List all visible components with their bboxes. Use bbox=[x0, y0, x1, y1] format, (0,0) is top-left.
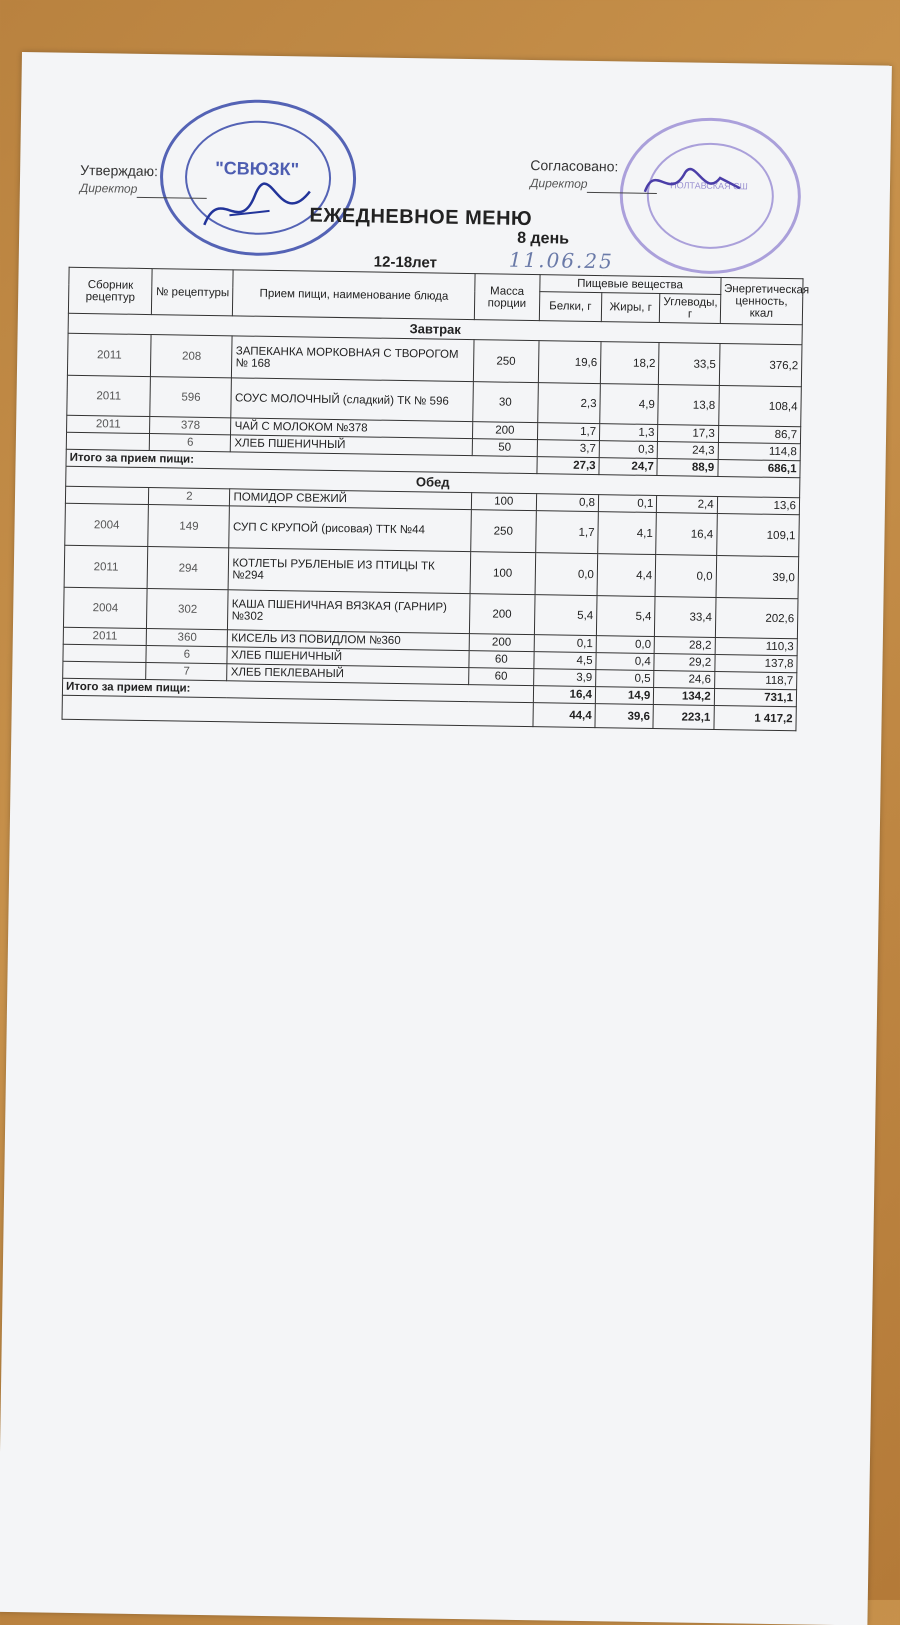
day-total-fat: 39,6 bbox=[595, 704, 654, 729]
cell-collection: 2011 bbox=[67, 375, 151, 416]
stamp-left-text: "СВЮЗК" bbox=[215, 158, 300, 180]
cell-mass: 200 bbox=[469, 634, 534, 652]
cell-recipe: 149 bbox=[148, 505, 230, 548]
cell-mass: 60 bbox=[469, 651, 534, 669]
cell-protein: 4,5 bbox=[533, 652, 596, 670]
cell-collection: 2011 bbox=[63, 627, 147, 645]
section-lunch-title: Обед bbox=[66, 466, 800, 498]
page-title: ЕЖЕДНЕВНОЕ МЕНЮ bbox=[309, 204, 533, 231]
section-breakfast-title: Завтрак bbox=[68, 313, 802, 345]
agreement-block bbox=[530, 156, 658, 194]
cell-carbs: 24,6 bbox=[654, 671, 715, 689]
cell-carbs: 16,4 bbox=[656, 513, 717, 556]
cell-fat: 0,4 bbox=[596, 653, 655, 671]
age-group: 12-18лет bbox=[373, 253, 438, 272]
cell-collection: 2011 bbox=[67, 333, 151, 376]
cell-mass: 60 bbox=[469, 668, 534, 686]
director-signature-left bbox=[199, 175, 320, 247]
cell-dish: ХЛЕБ ПШЕНИЧНЫЙ bbox=[231, 435, 473, 456]
cell-fat: 0,5 bbox=[596, 670, 655, 688]
cell-fat: 0,0 bbox=[596, 636, 655, 654]
cell-recipe: 7 bbox=[146, 663, 227, 681]
cell-dish: ХЛЕБ ПШЕНИЧНЫЙ bbox=[227, 647, 469, 668]
cell-recipe: 6 bbox=[150, 434, 231, 452]
cell-protein: 0,1 bbox=[534, 635, 597, 653]
cell-mass: 50 bbox=[472, 439, 537, 457]
cell-collection bbox=[65, 486, 149, 504]
cell-energy: 118,7 bbox=[714, 671, 797, 689]
cell-mass: 250 bbox=[471, 510, 536, 553]
cell-carbs: 2,4 bbox=[657, 496, 718, 514]
handwritten-date: 11.06.25 bbox=[508, 247, 615, 274]
cell-carbs: 13,8 bbox=[658, 385, 719, 426]
agree-role: Директор bbox=[529, 175, 588, 191]
cell-dish: ПОМИДОР СВЕЖИЙ bbox=[230, 489, 472, 510]
cell-dish: СОУС МОЛОЧНЫЙ (сладкий) ТК № 596 bbox=[231, 378, 473, 422]
cell-dish: ЧАЙ С МОЛОКОМ №378 bbox=[231, 418, 473, 439]
cell-collection bbox=[63, 661, 147, 679]
cell-energy: 376,2 bbox=[719, 343, 802, 386]
cell-fat: 1,3 bbox=[599, 424, 658, 442]
header-carbs: Углеводы, г bbox=[660, 294, 721, 324]
total-fat: 24,7 bbox=[599, 458, 658, 476]
cell-protein: 1,7 bbox=[537, 423, 600, 441]
cell-collection: 2011 bbox=[67, 415, 151, 433]
total-fat: 14,9 bbox=[595, 687, 654, 705]
day-total-protein: 44,4 bbox=[533, 703, 596, 728]
cell-energy: 39,0 bbox=[716, 555, 799, 598]
cell-recipe: 596 bbox=[150, 377, 232, 418]
cell-energy: 109,1 bbox=[716, 513, 799, 556]
lunch-total-label: Итого за прием пищи: bbox=[62, 678, 533, 702]
cell-mass: 100 bbox=[471, 493, 536, 511]
header-nutrients: Пищевые вещества bbox=[539, 275, 720, 295]
cell-dish: ЗАПЕКАНКА МОРКОВНАЯ С ТВОРОГОМ № 168 bbox=[232, 336, 474, 382]
cell-energy: 110,3 bbox=[715, 637, 798, 655]
cell-dish: КАША ПШЕНИЧНАЯ ВЯЗКАЯ (ГАРНИР) №302 bbox=[228, 590, 470, 634]
cell-carbs: 0,0 bbox=[655, 555, 716, 598]
cell-fat: 4,1 bbox=[598, 512, 657, 555]
header-mass: Масса порции bbox=[474, 274, 539, 321]
cell-protein: 3,7 bbox=[537, 440, 600, 458]
approval-block bbox=[80, 161, 208, 199]
cell-energy: 13,6 bbox=[717, 496, 800, 514]
cell-collection bbox=[63, 644, 147, 662]
menu-table bbox=[62, 267, 810, 731]
cell-protein: 1,7 bbox=[535, 511, 598, 554]
cell-dish: ХЛЕБ ПЕКЛЕВАНЫЙ bbox=[227, 664, 469, 685]
cell-energy: 86,7 bbox=[718, 425, 801, 443]
cell-recipe: 294 bbox=[147, 547, 229, 590]
approve-role: Директор bbox=[79, 180, 138, 196]
cell-fat: 4,9 bbox=[600, 384, 659, 425]
cell-carbs: 17,3 bbox=[658, 425, 719, 443]
cell-energy: 114,8 bbox=[718, 442, 801, 460]
cell-collection: 2011 bbox=[64, 545, 148, 588]
cell-protein: 0,8 bbox=[536, 494, 599, 512]
header-protein: Белки, г bbox=[539, 292, 602, 322]
cell-protein: 5,4 bbox=[534, 595, 597, 636]
cell-dish: СУП С КРУПОЙ (рисовая) ТТК №44 bbox=[229, 506, 471, 552]
cell-fat: 0,1 bbox=[598, 495, 657, 513]
cell-carbs: 33,5 bbox=[659, 343, 720, 386]
cell-collection bbox=[66, 432, 150, 450]
stamp-right-text: ПОЛТАВСКАЯ СШ bbox=[670, 180, 748, 192]
cell-mass: 200 bbox=[472, 422, 537, 440]
cell-mass: 30 bbox=[473, 382, 538, 423]
cell-mass: 250 bbox=[473, 340, 538, 383]
cell-energy: 137,8 bbox=[715, 654, 798, 672]
cell-fat: 5,4 bbox=[596, 596, 655, 637]
cell-energy: 202,6 bbox=[715, 597, 798, 638]
total-energy: 731,1 bbox=[714, 688, 797, 706]
total-protein: 16,4 bbox=[533, 686, 596, 704]
total-protein: 27,3 bbox=[537, 457, 600, 475]
menu-sheet bbox=[0, 52, 892, 1625]
header-fat: Жиры, г bbox=[601, 293, 660, 323]
total-carbs: 134,2 bbox=[654, 688, 715, 706]
cell-recipe: 2 bbox=[149, 488, 230, 506]
approve-label: Утверждаю: bbox=[80, 161, 159, 180]
cell-recipe: 208 bbox=[151, 335, 233, 378]
total-carbs: 88,9 bbox=[657, 459, 718, 477]
breakfast-total-label: Итого за прием пищи: bbox=[66, 449, 537, 473]
cell-mass: 100 bbox=[470, 552, 535, 595]
cell-carbs: 28,2 bbox=[654, 637, 715, 655]
cell-carbs: 33,4 bbox=[655, 597, 716, 638]
cell-dish: КИСЕЛЬ ИЗ ПОВИДЛОМ №360 bbox=[228, 630, 470, 651]
cell-dish: КОТЛЕТЫ РУБЛЕНЫЕ ИЗ ПТИЦЫ ТК №294 bbox=[229, 548, 471, 594]
header-collection: Сборник рецептур bbox=[68, 267, 152, 314]
cell-recipe: 6 bbox=[146, 646, 227, 664]
cell-collection: 2004 bbox=[65, 503, 149, 546]
header-recipe-no: № рецептуры bbox=[152, 269, 234, 316]
cell-recipe: 378 bbox=[150, 417, 231, 435]
cell-carbs: 29,2 bbox=[654, 654, 715, 672]
menu-day: 8 день bbox=[517, 229, 570, 248]
header-dish: Прием пищи, наименование блюда bbox=[233, 270, 475, 320]
cell-carbs: 24,3 bbox=[658, 442, 719, 460]
cell-fat: 4,4 bbox=[597, 554, 656, 597]
day-total-carbs: 223,1 bbox=[653, 705, 714, 730]
total-energy: 686,1 bbox=[718, 459, 801, 477]
cell-mass: 200 bbox=[469, 594, 534, 635]
cell-collection: 2004 bbox=[63, 587, 147, 628]
agree-label: Согласовано: bbox=[530, 156, 619, 175]
header-energy: Энергетическая ценность, ккал bbox=[720, 278, 803, 325]
cell-protein: 2,3 bbox=[537, 383, 600, 424]
cell-recipe: 360 bbox=[146, 629, 227, 647]
cell-protein: 19,6 bbox=[538, 341, 601, 384]
day-total-energy: 1 417,2 bbox=[714, 705, 797, 730]
cell-protein: 0,0 bbox=[535, 553, 598, 596]
cell-fat: 18,2 bbox=[600, 342, 659, 385]
cell-fat: 0,3 bbox=[599, 441, 658, 459]
cell-protein: 3,9 bbox=[533, 669, 596, 687]
cell-recipe: 302 bbox=[147, 589, 229, 630]
cell-energy: 108,4 bbox=[718, 385, 801, 426]
